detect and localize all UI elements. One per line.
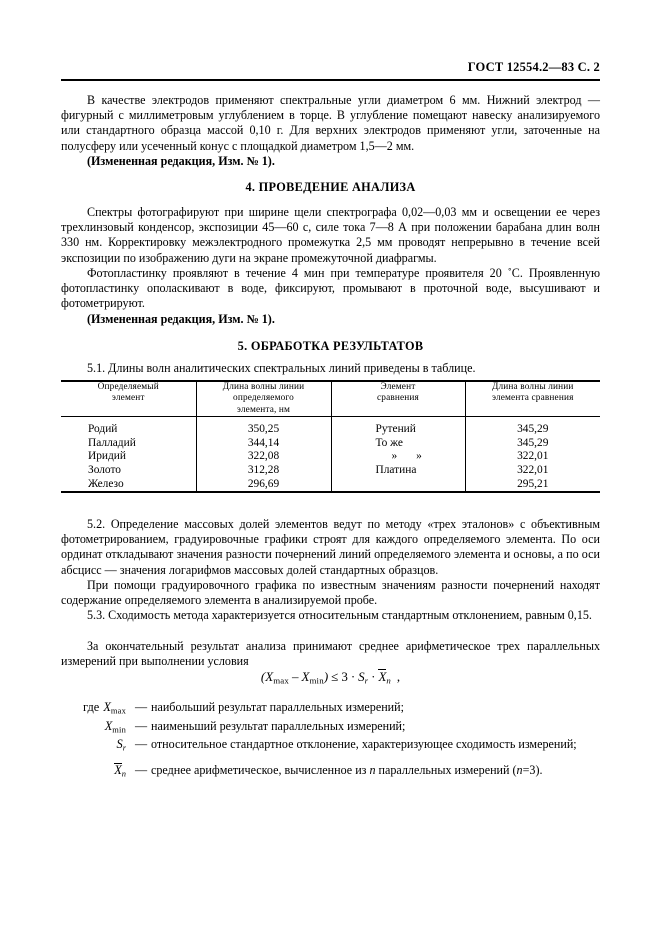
section-5-title: 5. ОБРАБОТКА РЕЗУЛЬТАТОВ	[237, 339, 424, 353]
symbol-n: n	[369, 762, 376, 777]
definition-row	[61, 737, 600, 756]
header-line: сравнения	[377, 393, 419, 404]
table-header-reference-wavelength	[465, 381, 600, 417]
symbol-x: X	[104, 718, 113, 733]
paragraph-photoplate: Фотопластинку проявляют в течение 4 мин при температуре проявителя 20 ˚С. Проявленную фотопластинку ополаскивают в воде, фиксируют, промывают в проточной воде, высушивают и фотометрируют.	[61, 266, 600, 311]
definition-dash: —	[135, 762, 148, 777]
cell-element: Иридий	[88, 450, 127, 463]
formula-rparen: )	[323, 669, 329, 684]
symbol-x: X	[103, 700, 111, 714]
definition-symbol-sr	[61, 737, 135, 756]
table-header-element	[61, 381, 196, 417]
definition-dash: —	[135, 700, 148, 714]
section-4-title: 4. ПРОВЕДЕНИЕ АНАЛИЗА	[245, 180, 416, 194]
symbol-sub: n	[121, 768, 126, 779]
formula-dot-2: ·	[371, 669, 376, 684]
cell-reference-wavelength: 322,01	[517, 464, 549, 476]
cell-reference-wavelength: 322,01	[517, 450, 549, 463]
table-body	[61, 417, 600, 491]
definition-dash: —	[135, 737, 148, 752]
formula-three: 3	[341, 669, 348, 684]
cell-wavelength: 344,14	[247, 436, 280, 449]
formula-comma: ,	[396, 669, 401, 684]
cell-element-stack	[61, 417, 196, 491]
symbol-sub: max	[110, 705, 126, 716]
cell-reference-stack	[331, 417, 465, 491]
cell-reference: Рутений	[375, 423, 416, 436]
definition-dash: —	[135, 718, 148, 733]
cell-element: Родий	[88, 423, 118, 436]
header-rule	[61, 79, 600, 81]
cell-wavelength: 312,28	[247, 464, 280, 476]
wavelength-table-wrap	[61, 380, 600, 493]
gde-label: где	[83, 700, 100, 714]
table-bottom-rule	[61, 491, 600, 492]
cell-reference-ditto: »	[416, 450, 422, 463]
formula-x-min: X	[301, 669, 310, 684]
formula-sub-max: max	[273, 675, 290, 686]
definition-text: относительное стандартное отклонение, характеризующее сходимость измерений;	[151, 737, 577, 752]
header-line: Элемент	[380, 382, 416, 392]
definition-text-part: =3).	[522, 762, 543, 777]
cell-wavelength: 350,25	[247, 423, 280, 436]
header-line: элемента, нм	[236, 404, 291, 415]
definition-symbol-xmin	[61, 719, 135, 738]
definition-text-mean	[151, 763, 600, 778]
paragraph-spectra: Спектры фотографируют при ширине щели спектрографа 0,02—0,03 мм и освещении ее через трехлинзовый конденсор, экспозиции 45—60 с, силе тока 7—8 А при положении барабана длин волн 330 нм. Корректировку межэлектродного промежутка 2,5 мм проводят непрерывно в течение всей экспозиции по изображению дуги на экране промежуточной диафрагмы.	[61, 205, 600, 265]
symbol-n: n	[516, 762, 523, 777]
cell-reference-ditto: »	[391, 450, 398, 463]
cell-wavelength: 296,69	[247, 477, 280, 490]
symbol-xbar: X	[114, 762, 122, 777]
table-header-row	[61, 381, 600, 417]
paragraph-final-result: За окончательный результат анализа принимают среднее арифметическое трех параллельных измерений при выполнении условия	[61, 639, 600, 669]
formula-leq: ≤	[331, 669, 339, 684]
cell-reference-wavelength-stack	[465, 417, 600, 491]
cell-wavelength-stack	[196, 417, 331, 491]
cell-reference-wavelength: 345,29	[517, 436, 549, 449]
cell-reference-wavelength: 345,29	[517, 423, 549, 436]
header-line: Длина волны линии	[222, 382, 305, 392]
wavelength-table	[61, 380, 600, 491]
header-line: Определяемый	[97, 382, 159, 392]
formula-sub-min: min	[309, 675, 324, 686]
formula-xbar: X	[378, 669, 387, 684]
paragraph-electrodes: В качестве электродов применяют спектральные угли диаметром 6 мм. Нижний электрод — фигурный с миллиметровым углублением в торце. В углубление помещают навеску анализируемого или стандартного образца массой 0,10 г. Для верхних электродов применяют угли, заточенные на полусферу или усеченный конус с площадкой диаметром 1,5—2 мм.	[61, 93, 600, 153]
note-revision-1: (Измененная редакция, Изм. № 1).	[87, 154, 275, 168]
symbol-s: S	[116, 737, 123, 752]
paragraph-5-2: 5.2. Определение массовых долей элементов ведут по методу «трех эталонов» с объективным фотометрированием, градуировочные графики строят для каждого определяемого элемента. По оси ординат откладывают значения разности почернений линий определяемого элемента и основы, а по оси абсцисс — значения логарифмов массовых долей стандартных образцов.	[61, 517, 600, 577]
formula-sub-n: n	[386, 675, 391, 686]
definition-row	[61, 700, 600, 719]
table-row	[61, 417, 600, 491]
header-line: определяемого	[233, 393, 294, 404]
formula-s: S	[358, 669, 365, 684]
formula-minus: –	[292, 669, 299, 684]
paragraph-5-3: 5.3. Сходимость метода характеризуется относительным стандартным отклонением, равным 0,15.	[87, 608, 592, 622]
table-header-wavelength	[196, 381, 331, 417]
symbol-sub: r	[122, 742, 126, 753]
formula-definitions	[61, 700, 600, 782]
running-header: ГОСТ 12554.2—83 С. 2	[467, 60, 600, 74]
cell-reference: То же	[375, 436, 403, 449]
paragraph-graph-usage: При помощи градуировочного графика по известным значениям разности почернений находят содержание определяемого элемента в анализируемой пробе.	[61, 578, 600, 608]
cell-wavelength: 322,08	[247, 450, 280, 463]
formula-x-max: X	[265, 669, 274, 684]
cell-reference: Платина	[375, 464, 417, 476]
formula-dot-1: ·	[350, 669, 356, 684]
definition-symbol-xmax	[61, 700, 135, 719]
definition-symbol-xbar-n	[61, 763, 135, 782]
cell-element: Железо	[88, 477, 124, 490]
symbol-sub: min	[112, 724, 126, 735]
note-revision-2: (Измененная редакция, Изм. № 1).	[87, 312, 275, 326]
cell-element: Палладий	[88, 436, 136, 449]
formula-lparen: (	[260, 669, 266, 684]
table-header-reference-element	[331, 381, 465, 417]
cell-element: Золото	[88, 464, 122, 476]
definition-text: наименьший результат параллельных измерений;	[151, 718, 406, 733]
header-line: элемент	[111, 393, 145, 404]
header-line: Длина волны линии	[491, 382, 574, 392]
definition-text: наибольший результат параллельных измерений;	[151, 700, 404, 714]
definition-row	[61, 719, 600, 738]
formula-repeatability	[61, 668, 600, 689]
definition-text-part: параллельных измерений (	[375, 762, 517, 777]
header-line: элемента сравнения	[491, 393, 574, 404]
paragraph-5-1: 5.1. Длины волн аналитических спектральных линий приведены в таблице.	[87, 361, 476, 375]
cell-reference-wavelength: 295,21	[517, 477, 549, 490]
formula-sub-r: r	[364, 675, 369, 686]
definition-text-part: среднее арифметическое, вычисленное из	[151, 762, 370, 777]
definition-row	[61, 763, 600, 782]
